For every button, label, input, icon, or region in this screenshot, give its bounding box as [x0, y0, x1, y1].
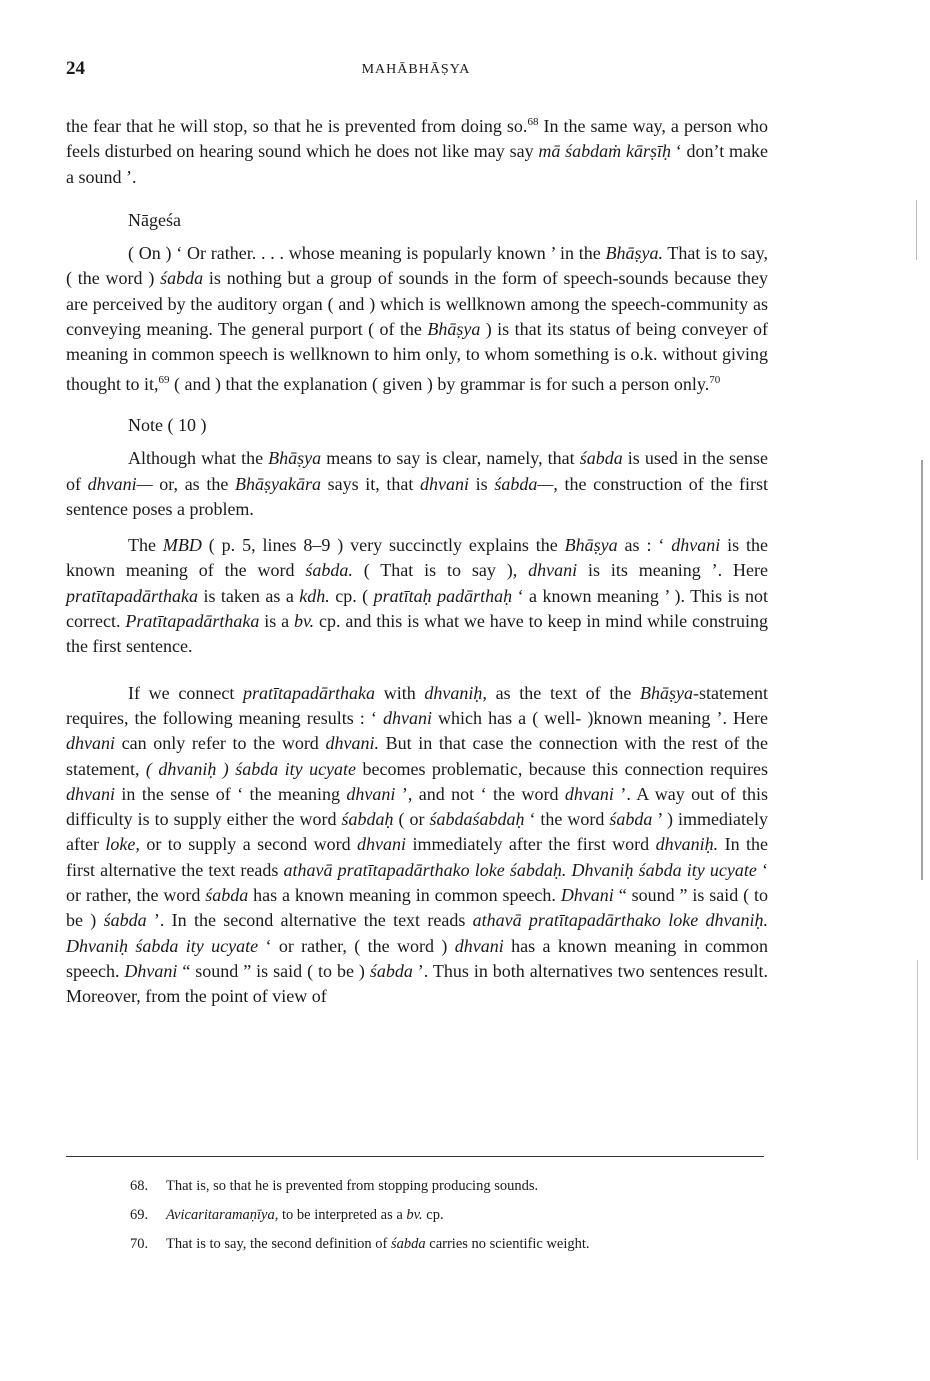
text-run: ) is that its status of being conveyer of meaning in common speech is wellknown to him only, to whom something is o.k. without giving thought to it,: [66, 319, 768, 394]
footnote-ref-68: 68: [527, 116, 539, 128]
sanskrit-term: dhvani: [382, 707, 432, 728]
footnote-ref-70: 70: [709, 373, 721, 386]
text-run: If we connect: [128, 682, 244, 703]
text-run: ‘ or rather, ( the word ): [258, 935, 455, 956]
text-run: In the same way, a person who feels disturbed on hearing sound which he does not like may say: [66, 116, 768, 162]
text-run: -statement requires, the following meaning results : ‘: [66, 682, 768, 728]
sanskrit-term: pratītaḥ padārthaḥ: [373, 585, 513, 606]
footnote-69: [130, 1201, 770, 1230]
text-run: ( That is to say ),: [352, 560, 529, 581]
sanskrit-term: pratītapadārthaka: [66, 585, 199, 606]
sanskrit-term: Bhāṣya: [268, 448, 322, 469]
text-run: in the sense of ‘ the meaning: [115, 783, 347, 804]
sanskrit-term: kdh.: [299, 585, 330, 606]
scan-margin-line: [917, 960, 918, 1160]
sanskrit-term: Bhāṣyakāra: [234, 473, 321, 494]
sanskrit-term: dhvani: [66, 733, 115, 754]
page-header: [66, 58, 766, 84]
sanskrit-term: dhvaniḥ,: [424, 682, 487, 703]
paragraph-2: [66, 241, 768, 397]
footnote-number: 68.: [130, 1178, 149, 1194]
text-run: has a known meaning in common speech.: [66, 935, 768, 981]
sanskrit-term: dhvani.: [325, 733, 379, 754]
text-run: In the first alternative the text reads: [66, 834, 769, 880]
text-run: means to say is clear, namely, that: [321, 448, 580, 469]
sanskrit-term: Bhāṣya: [640, 682, 694, 703]
text-run: can only refer to the word: [115, 733, 326, 754]
sanskrit-term: śabdaśabdaḥ: [429, 809, 525, 830]
footnote-text: That is, so that he is prevented from stopping producing sounds.: [166, 1178, 539, 1194]
footnote-divider: [66, 1156, 764, 1157]
text-run: immediately after the first word: [406, 834, 656, 855]
text-run: as the text of the: [486, 682, 641, 703]
sanskrit-term: śabda: [390, 1236, 426, 1252]
text-run: has a known meaning in common speech.: [248, 885, 561, 906]
sanskrit-term: dhvaniḥ.: [655, 834, 719, 855]
text-run: is nothing but a group of sounds in the form of speech-sounds because they are perceived by the auditory organ ( and ) which is wellknown among the speech-community as conveying meaning. The general purport ( of the: [66, 268, 768, 340]
sanskrit-term: dhvani: [346, 783, 396, 804]
sanskrit-term: ( dhvaniḥ ) śabda ity ucyate: [145, 758, 357, 779]
sanskrit-term: Bhāṣya.: [605, 243, 663, 264]
text-run: the fear that he will stop, so that he is prevented from doing so.: [66, 116, 528, 136]
text-run: is its meaning ’. Here: [577, 560, 768, 581]
sanskrit-term: bv.: [293, 611, 315, 632]
text-run: That is to say, ( the word ): [66, 243, 768, 289]
footnote-ref-69: 69: [158, 373, 170, 386]
sanskrit-term: mā śabdaṁ kārṣīḥ: [538, 141, 671, 162]
page-number: 24: [66, 58, 85, 79]
sanskrit-term: śabda: [369, 960, 413, 981]
text-run: The: [128, 535, 163, 556]
scan-margin-line: [916, 200, 917, 260]
footnote-68: [130, 1172, 770, 1201]
text-run: , the construction of the first sentence poses a problem.: [66, 473, 768, 519]
sanskrit-term: śabda: [160, 268, 204, 289]
text-run: says it, that: [320, 473, 421, 494]
text-run: or, as the: [152, 473, 235, 494]
text-run: with: [375, 682, 425, 703]
text-run: cp. (: [329, 585, 374, 606]
text-run: ’. Thus in both alternatives two sentences result. Moreover, from the point of view of: [66, 960, 768, 1007]
paragraph-5: [66, 681, 768, 1010]
section-heading-nagesa: Nāgeśa: [128, 209, 181, 230]
text-run: ’ ) immediately after: [66, 809, 768, 855]
sanskrit-term: dhvani: [66, 783, 115, 804]
sanskrit-term: śabda: [609, 809, 653, 830]
sanskrit-term: dhvani: [528, 560, 578, 581]
footnote-text: to be interpreted as a: [278, 1207, 407, 1223]
text-run: ’. A way out of this difficulty is to supply either the word: [66, 783, 768, 830]
sanskrit-term: śabda.: [305, 560, 353, 581]
sanskrit-term: loke,: [105, 834, 140, 855]
paragraph-3: [66, 446, 768, 522]
sanskrit-term: athavā pratītapadārthako loke śabdaḥ. Dhvaniḥ śabda ity ucyate: [283, 859, 757, 880]
sanskrit-term: dhvani: [454, 935, 504, 956]
sanskrit-term: śabda: [579, 448, 623, 469]
sanskrit-term: dhvani: [671, 535, 721, 556]
text-run: ( and ) that the explanation ( given ) by grammar is for such a person only.: [169, 373, 710, 394]
text-run: cp. and this is what we have to keep in mind while construing the first sentence.: [66, 611, 768, 657]
text-run: ’, and not ‘ the word: [395, 783, 565, 804]
text-run: But in that case the connection with the rest of the statement,: [66, 733, 768, 779]
text-run: ( p. 5, lines 8–9 ) very succinctly explains the: [201, 535, 565, 556]
footnote-text: That is to say, the second definition of: [166, 1236, 391, 1252]
text-run: ’. In the second alternative the text reads: [146, 910, 473, 931]
sanskrit-term: bv.: [406, 1207, 423, 1223]
text-run: Although what the: [128, 448, 269, 469]
section-heading-note: Note ( 10 ): [128, 414, 207, 435]
paragraph-4: [66, 533, 768, 659]
scan-margin-line: [921, 460, 923, 880]
sanskrit-term: Pratītapadārthaka: [125, 611, 260, 632]
sanskrit-term: śabda—: [494, 473, 554, 494]
sanskrit-term: MBD: [162, 535, 202, 556]
text-run: ‘ or rather, the word: [66, 859, 768, 906]
footnote-number: 69.: [130, 1207, 149, 1223]
sanskrit-term: dhvani: [564, 783, 614, 804]
sanskrit-term: Bhāṣya: [564, 535, 618, 556]
text-run: “ sound ” is said ( to be ): [66, 885, 768, 931]
sanskrit-term: dhvani: [420, 473, 470, 494]
sanskrit-term: Avicaritaramaṇīya,: [166, 1207, 279, 1223]
sanskrit-term: Dhvani: [124, 960, 178, 981]
sanskrit-term: Dhvani: [560, 885, 614, 906]
text-run: is a: [259, 611, 294, 632]
footnote-number: 70.: [130, 1236, 149, 1252]
footnotes: [130, 1172, 770, 1259]
text-run: ‘ the word: [524, 809, 610, 830]
text-run: ( On ) ‘ Or rather. . . . whose meaning is popularly known ’ in the: [128, 243, 606, 264]
text-run: is taken as a: [198, 585, 300, 606]
sanskrit-term: athavā pratītapadārthako loke dhvaniḥ. Dhvaniḥ śabda ity ucyate: [66, 910, 768, 956]
paragraph-1: [66, 110, 768, 190]
body-text: [66, 110, 768, 1010]
text-run: ‘ a known meaning ’ ). This is not correct.: [66, 585, 769, 632]
footnote-text: cp.: [422, 1207, 444, 1223]
sanskrit-term: dhvani: [357, 834, 407, 855]
text-run: is: [469, 473, 495, 494]
footnote-70: [130, 1230, 770, 1259]
text-run: as : ‘: [617, 535, 672, 556]
text-run: “ sound ” is said ( to be ): [177, 960, 370, 981]
text-run: ( or: [393, 809, 430, 830]
sanskrit-term: śabdaḥ: [341, 809, 394, 830]
text-run: is the known meaning of the word: [66, 535, 769, 581]
text-run: or to supply a second word: [139, 834, 358, 855]
sanskrit-term: Bhāṣya: [427, 319, 481, 340]
footnote-text: carries no scientific weight.: [425, 1236, 590, 1252]
sanskrit-term: śabda: [103, 910, 147, 931]
sanskrit-term: dhvani—: [87, 473, 153, 494]
running-head: MAHĀBHĀṢYA: [361, 62, 471, 77]
sanskrit-term: śabda: [205, 885, 249, 906]
text-run: becomes problematic, because this connection requires: [356, 758, 768, 779]
text-run: is used in the sense of: [66, 448, 769, 494]
text-run: which has a ( well- )known meaning ’. Here: [431, 707, 769, 728]
text-run: ‘ don’t make a sound ’.: [66, 141, 768, 187]
sanskrit-term: pratītapadārthaka: [243, 682, 376, 703]
